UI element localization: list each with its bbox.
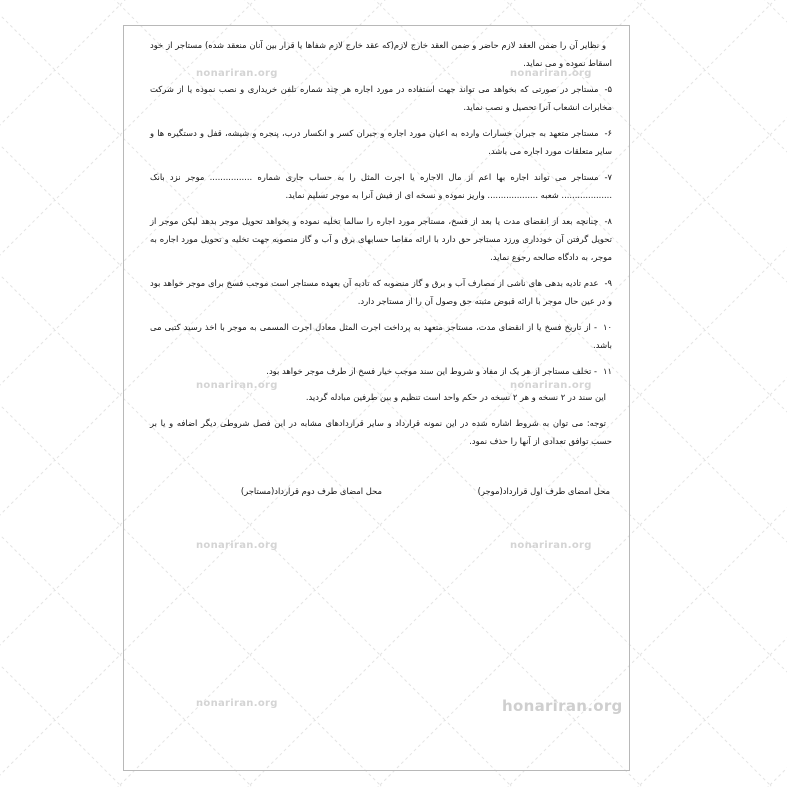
contract-clause: و نظایر آن را ضمن العقد لازم حاضر و ضمن العقد خارج لازم(که عقد خارج لازم شفاها یا قرار بین آنان منعقد شده) مستاجر از خود اسقاط نموده و می نماید. — [150, 40, 612, 68]
document-body — [150, 36, 612, 458]
watermark-text: nonariran.org — [510, 380, 592, 391]
watermark-text: nonariran.org — [196, 68, 278, 79]
contract-clause: ۱۱- تخلف مستاجر از هر یک از مفاد و شروط این سند موجب خیار فسخ از طرف موجر خواهد بود. — [266, 366, 612, 376]
watermark-text: nonariran.org — [196, 540, 278, 551]
contract-clause: ۹-عدم تادیه بدهی های ناشی از مصارف آب و برق و گاز منصوبه که تادیه آن بعهده مستاجر است موجب فسخ برای موجر خواهد بود و در عین حال موجر با ارائه قبوض مثبته حق وصول آن را از مستاجر دارد. — [150, 278, 612, 306]
contract-clause: ۸-چنانچه بعد از انقضای مدت یا بعد از فسخ، مستاجر مورد اجاره را سالما تخلیه نموده و بخواهد تحویل موجر بدهد لیکن موجر از تحویل گرفتن آن خودداری ورزد مستاجر حق دارد با ارائه مفاصا حسابهای برق و آب و گاز منصوبه جهت تخلیه و تحویل مورد اجاره به موجر، به دادگاه صالحه رجوع نماید. — [150, 216, 612, 262]
watermark-text-large: honariran.org — [502, 697, 623, 715]
first-party-signature-label: محل امضای طرف اول قرارداد(موجر) — [477, 486, 610, 496]
watermark-text: nonariran.org — [196, 698, 278, 709]
contract-clause: ۶-مستاجر متعهد به جبران خسارات وارده به اعیان مورد اجاره و جبران کسر و انکسار درب، پنجره و شیشه، قفل و دستگیره ها و سایر متعلقات مورد اجاره می باشد. — [150, 128, 612, 156]
second-party-signature-label: محل امضای طرف دوم قرارداد(مستاجر) — [240, 486, 382, 496]
contract-clause: این سند در ۲ نسخه و هر ۲ نسخه در حکم واحد است تنظیم و بین طرفین مبادله گردید. — [305, 392, 606, 402]
watermark-text: nonariran.org — [510, 540, 592, 551]
contract-note: توجه: می توان به شروط اشاره شده در این نمونه قرارداد و سایر قراردادهای مشابه در این فصل شروطی دیگر اضافه و یا بر حسب توافق تعدادی از آنها را حذف نمود. — [150, 418, 612, 446]
watermark-text: nonariran.org — [196, 380, 278, 391]
watermark-text: nonariran.org — [510, 68, 592, 79]
contract-clause: ۵-مستاجر در صورتی که بخواهد می تواند جهت استفاده در مورد اجاره هر چند شماره تلفن خریداری و نصب نموده یا از شرکت مخابرات انشعاب آنرا تحصیل و نصب نماید. — [150, 84, 612, 112]
contract-clause: ۷-مستاجر می تواند اجاره بها اعم از مال الاجاره یا اجرت المثل را به حساب جاری شماره ................ موجر نزد بانک ................... شعبه ................... واریز نموده و نسخه ای از فیش آنرا به موجر تسلیم نماید. — [150, 172, 612, 200]
contract-clause: ۱۰- از تاریخ فسخ یا از انقضای مدت، مستاجر متعهد به پرداخت اجرت المثل معادل اجرت المسمی به موجر با اخذ رسید کتبی می باشد. — [150, 322, 612, 350]
signature-area — [150, 486, 610, 506]
